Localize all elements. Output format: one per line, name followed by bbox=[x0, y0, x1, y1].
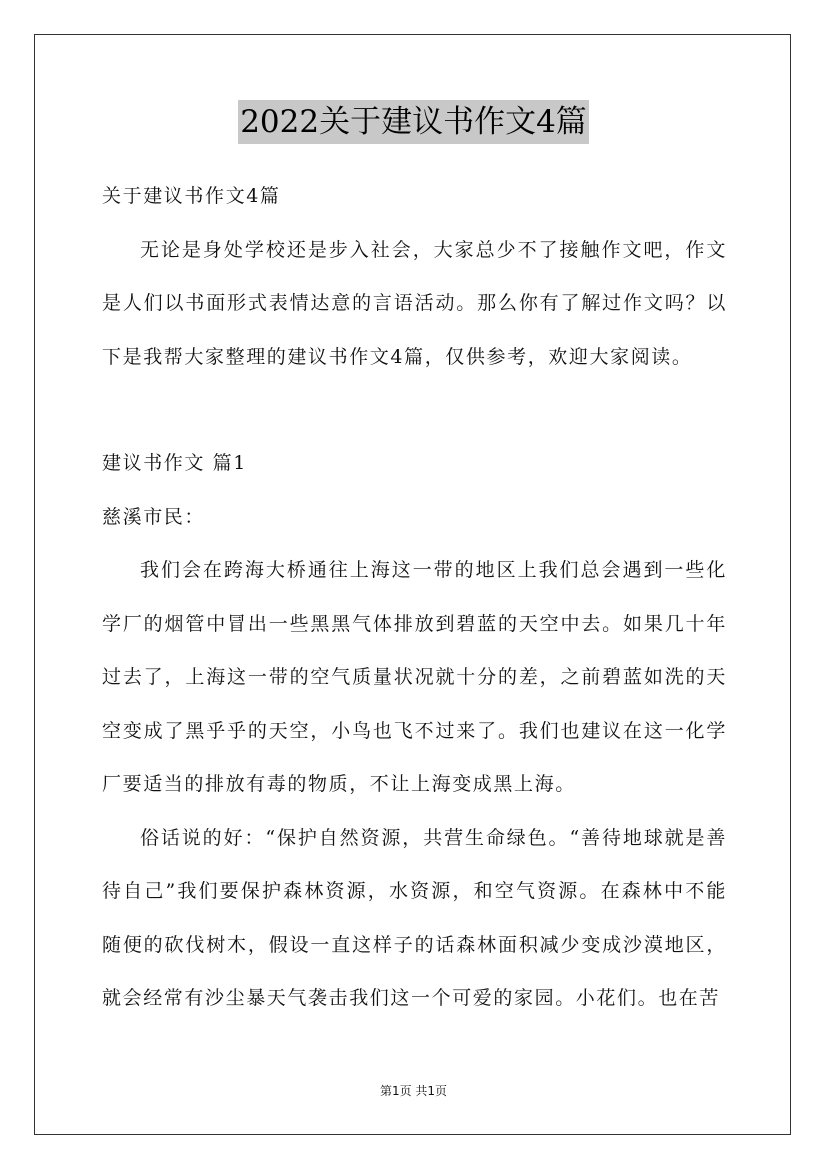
document-body bbox=[102, 170, 727, 1026]
salutation: 慈溪市民： bbox=[102, 505, 206, 528]
subtitle: 关于建议书作文4篇 bbox=[102, 185, 281, 207]
body-paragraph-2: 俗话说的好：“保护自然资源，共营生命绿色。“善待地球就是善待自己”我们要保护森林资源，水资源，和空气资源。在森林中不能随便的砍伐树木，假设一直这样子的话森林面积减少变成沙漠地区，就会经常有沙尘暴天气袭击我们这一个可爱的家园。小花们。也在苦 bbox=[102, 826, 727, 1009]
section-heading: 建议书作文 篇1 bbox=[102, 452, 247, 474]
document-title: 2022关于建议书作文4篇 bbox=[238, 100, 589, 144]
paragraph-gap bbox=[102, 384, 727, 437]
page-footer: 第1页 共1页 bbox=[379, 1084, 448, 1098]
body-paragraph-1: 我们会在跨海大桥通往上海这一带的地区上我们总会遇到一些化学厂的烟管中冒出一些黑黑气体排放到碧蓝的天空中去。如果几十年过去了，上海这一带的空气质量状况就十分的差，之前碧蓝如洗的天空变成了黑乎乎的天空，小鸟也飞不过来了。我们也建议在这一化学厂要适当的排放有毒的物质，不让上海变成黑上海。 bbox=[102, 559, 727, 795]
intro-paragraph: 无论是身处学校还是步入社会，大家总少不了接触作文吧，作文是人们以书面形式表情达意的言语活动。那么你有了解过作文吗？以下是我帮大家整理的建议书作文4篇，仅供参考，欢迎大家阅读。 bbox=[102, 238, 727, 368]
title-container bbox=[0, 100, 827, 144]
